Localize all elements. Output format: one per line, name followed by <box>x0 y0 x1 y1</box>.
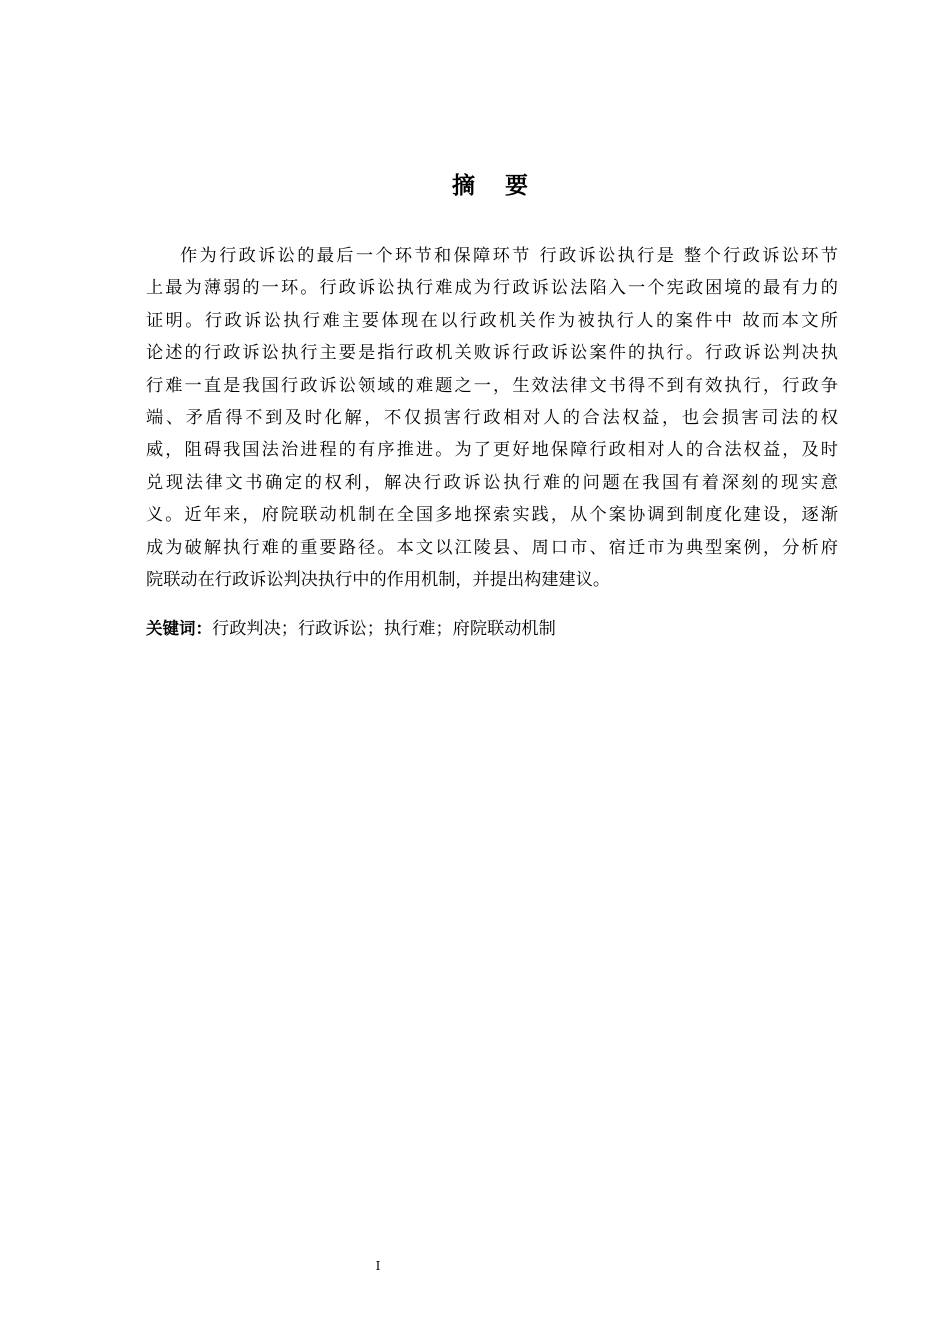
abstract-title-char-1: 摘 <box>452 173 475 199</box>
abstract-body <box>146 240 838 596</box>
abstract-title-char-2: 要 <box>505 173 528 199</box>
abstract-line-8: 兑现法律文书确定的权利，解决行政诉讼执行难的问题在我国有着深刻的现实意 <box>146 472 838 493</box>
abstract-line-6: 端、矛盾得不到及时化解，不仅损害行政相对人的合法权益，也会损害司法的权 <box>146 408 838 429</box>
abstract-line-2: 上最为薄弱的一环。行政诉讼执行难成为行政诉讼法陷入一个宪政困境的最有力的 <box>146 278 838 299</box>
page-number: I <box>375 1259 381 1273</box>
keywords-line <box>146 613 838 645</box>
abstract-line-1: 作为行政诉讼的最后一个环节和保障环节 行政诉讼执行是 整个行政诉讼环节 <box>180 246 838 266</box>
abstract-line-4: 论述的行政诉讼执行主要是指行政机关败诉行政诉讼案件的执行。行政诉讼判决执 <box>146 343 838 364</box>
abstract-title <box>0 168 950 204</box>
keywords-label: 关键词： <box>146 619 212 638</box>
abstract-line-7: 威，阻碍我国法治进程的有序推进。为了更好地保障行政相对人的合法权益，及时 <box>146 440 838 461</box>
abstract-line-3: 证明。行政诉讼执行难主要体现在以行政机关作为被执行人的案件中 故而本文所 <box>146 310 838 331</box>
abstract-line-10: 成为破解执行难的重要路径。本文以江陵县、周口市、宿迁市为典型案例，分析府 <box>146 537 838 558</box>
keywords-text: 行政判决；行政诉讼；执行难；府院联动机制 <box>212 619 556 639</box>
abstract-line-11: 院联动在行政诉讼判决执行中的作用机制，并提出构建建议。 <box>146 570 611 591</box>
abstract-line-9: 义。近年来，府院联动机制在全国多地探索实践，从个案协调到制度化建设，逐渐 <box>146 505 838 526</box>
abstract-line-5: 行难一直是我国行政诉讼领域的难题之一，生效法律文书得不到有效执行，行政争 <box>146 375 838 396</box>
